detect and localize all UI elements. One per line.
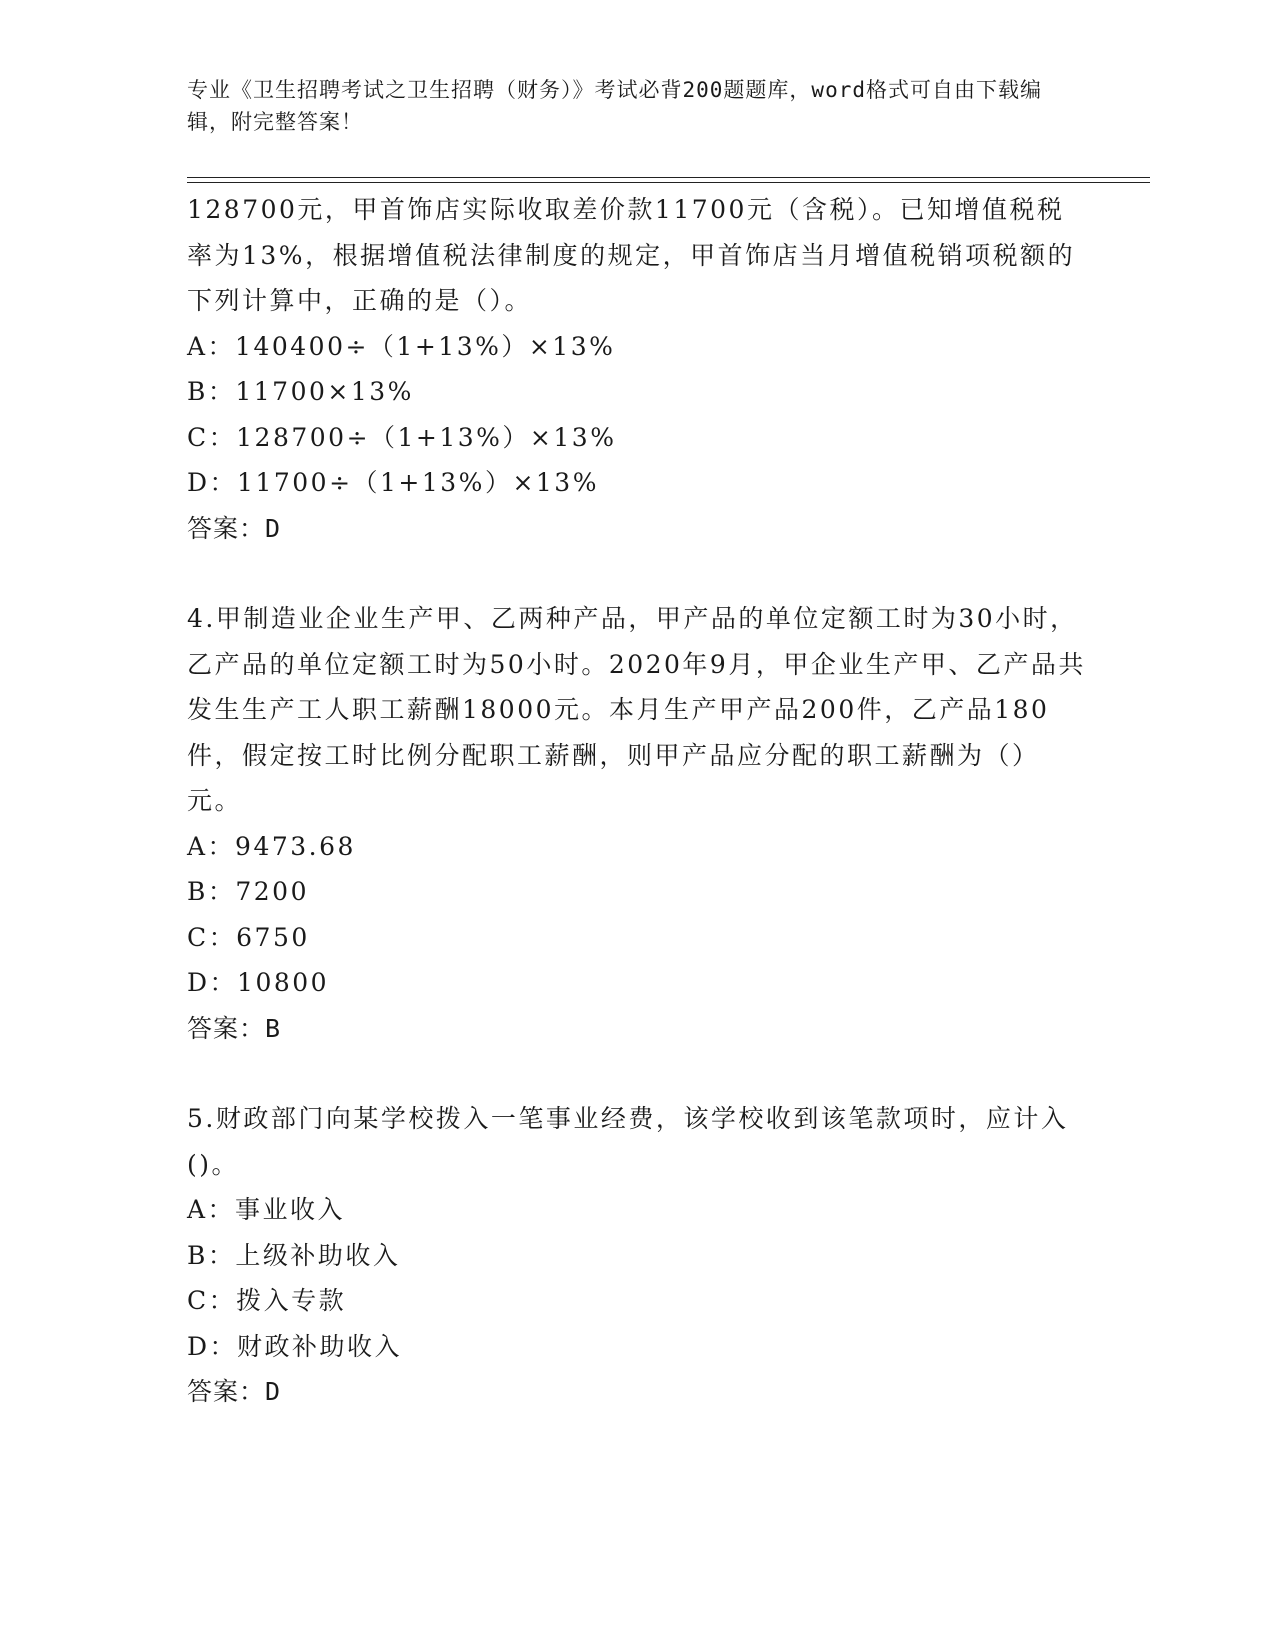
option-a: A：事业收入: [187, 1195, 346, 1224]
option-c: C：6750: [187, 922, 310, 952]
option-b: B：11700×13%: [187, 377, 414, 406]
answer-line: 答案：B: [187, 1013, 282, 1043]
question-spacer: [187, 1051, 1087, 1096]
option-c: C：拨入专款: [187, 1286, 347, 1315]
option-d: D：10800: [187, 968, 330, 997]
answer-line: 答案：D: [187, 1377, 282, 1406]
question-stem: 128700元，甲首饰店实际收取差价款11700元（含税）。已知增值税税率为13%，根据增值税法律制度的规定，甲首饰店当月增值税销项税额的下列计算中，正确的是（）。: [187, 195, 1076, 315]
question-block: [187, 187, 1087, 551]
option-d: D：11700÷（1+13%）×13%: [187, 468, 599, 497]
option-b: B：上级补助收入: [187, 1240, 401, 1270]
answer-line: 答案：D: [187, 513, 282, 543]
question-stem: 5.财政部门向某学校拨入一笔事业经费，该学校收到该笔款项时，应计入()。: [187, 1104, 1069, 1179]
question-block: [187, 596, 1087, 1051]
option-a: A：140400÷（1+13%）×13%: [187, 331, 616, 361]
question-block: [187, 1096, 1087, 1415]
question-stem: 4.甲制造业企业生产甲、乙两种产品，甲产品的单位定额工时为30小时，乙产品的单位定额工时为50小时。2020年9月，甲企业生产甲、乙产品共发生生产工人职工薪酬18000元。本月生产甲产品200件，乙产品180件，假定按工时比例分配职工薪酬，则甲产品应分配的职工薪酬为（）元。: [187, 604, 1086, 815]
option-b: B：7200: [187, 877, 309, 906]
header-divider-bottom: [187, 182, 1150, 183]
question-spacer: [187, 551, 1087, 596]
question-list: [187, 187, 1087, 1415]
option-a: A：9473.68: [187, 831, 356, 861]
document-header: 专业《卫生招聘考试之卫生招聘（财务）》考试必背200题题库，word格式可自由下载编辑，附完整答案！: [187, 78, 1042, 134]
header-divider-top: [187, 177, 1150, 178]
option-d: D：财政补助收入: [187, 1331, 403, 1361]
option-c: C：128700÷（1+13%）×13%: [187, 422, 617, 452]
